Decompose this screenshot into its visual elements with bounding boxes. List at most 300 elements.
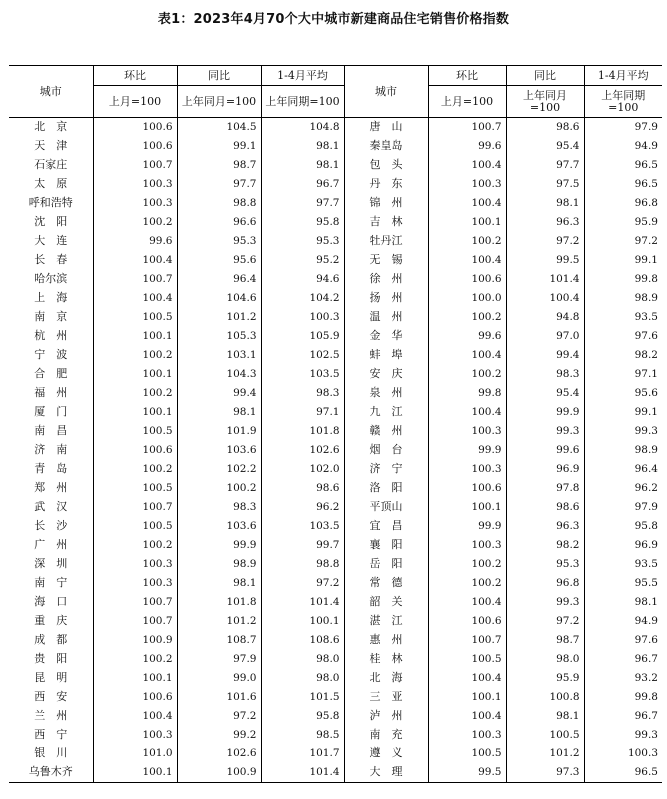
mom-value: 100.1 — [428, 213, 506, 232]
mom-value: 100.2 — [93, 460, 177, 479]
yoy-value: 99.4 — [506, 346, 584, 365]
city-name: 郑 州 — [34, 480, 68, 494]
city-name: 银 川 — [34, 746, 68, 760]
city-name: 石家庄 — [34, 157, 68, 171]
city-name: 南 充 — [344, 726, 428, 745]
ytd-value: 97.2 — [584, 232, 662, 251]
city-name: 丹 东 — [344, 175, 428, 194]
mom-value: 100.7 — [93, 498, 177, 517]
ytd-value: 99.7 — [261, 536, 344, 555]
city-name: 湛 江 — [344, 612, 428, 631]
yoy-value: 101.8 — [177, 593, 261, 612]
yoy-value: 99.9 — [506, 403, 584, 422]
yoy-value: 103.6 — [177, 441, 261, 460]
table-row — [9, 156, 662, 175]
city-name: 上 海 — [34, 290, 68, 304]
ytd-value: 97.6 — [584, 631, 662, 650]
city-name: 九 江 — [344, 403, 428, 422]
mom-base-left: 上月=100 — [93, 86, 177, 118]
ytd-header-right: 1-4月平均 — [584, 66, 662, 86]
mom-value: 100.4 — [428, 156, 506, 175]
ytd-value: 96.5 — [584, 763, 662, 782]
mom-value: 100.6 — [428, 612, 506, 631]
ytd-value: 95.6 — [584, 384, 662, 403]
table-row — [9, 631, 662, 650]
table-row — [9, 650, 662, 669]
ytd-value: 95.2 — [261, 251, 344, 270]
yoy-value: 96.9 — [506, 460, 584, 479]
city-name: 大 连 — [34, 233, 68, 247]
table-row — [9, 289, 662, 308]
mom-value: 100.4 — [93, 707, 177, 726]
city-name: 温 州 — [344, 308, 428, 327]
mom-value: 100.6 — [93, 118, 177, 137]
yoy-value: 104.5 — [177, 118, 261, 137]
yoy-base-right: 上年同月=100 — [506, 86, 584, 118]
city-name: 天 津 — [34, 138, 68, 152]
city-name: 锦 州 — [344, 194, 428, 213]
ytd-value: 101.5 — [261, 688, 344, 707]
yoy-value: 98.3 — [506, 365, 584, 384]
mom-value: 100.2 — [93, 536, 177, 555]
mom-value: 100.4 — [428, 346, 506, 365]
city-name: 泸 州 — [344, 707, 428, 726]
mom-value: 100.5 — [93, 308, 177, 327]
yoy-value: 97.8 — [506, 479, 584, 498]
city-name: 牡丹江 — [344, 232, 428, 251]
city-name: 韶 关 — [344, 593, 428, 612]
ytd-value: 98.5 — [261, 726, 344, 745]
mom-value: 100.3 — [93, 574, 177, 593]
mom-value: 100.3 — [428, 536, 506, 555]
ytd-value: 108.6 — [261, 631, 344, 650]
mom-value: 100.3 — [93, 175, 177, 194]
city-name: 广 州 — [34, 537, 68, 551]
city-name: 宁 波 — [34, 347, 68, 361]
mom-value: 100.7 — [93, 270, 177, 289]
yoy-value: 99.3 — [506, 593, 584, 612]
yoy-value: 95.4 — [506, 137, 584, 156]
city-name: 金 华 — [344, 327, 428, 346]
ytd-value: 96.2 — [584, 479, 662, 498]
city-name: 乌鲁木齐 — [28, 765, 73, 779]
mom-value: 99.9 — [428, 441, 506, 460]
ytd-value: 93.5 — [584, 555, 662, 574]
ytd-value: 99.3 — [584, 726, 662, 745]
table-row — [9, 593, 662, 612]
mom-value: 100.6 — [93, 441, 177, 460]
yoy-value: 98.9 — [177, 555, 261, 574]
yoy-value: 99.5 — [506, 251, 584, 270]
city-name: 杭 州 — [34, 328, 68, 342]
city-name: 合 肥 — [34, 366, 68, 380]
table-row — [9, 574, 662, 593]
ytd-value: 98.1 — [584, 593, 662, 612]
ytd-value: 96.5 — [584, 175, 662, 194]
yoy-value: 99.4 — [177, 384, 261, 403]
yoy-value: 99.9 — [177, 536, 261, 555]
yoy-value: 103.6 — [177, 517, 261, 536]
city-name: 南 宁 — [34, 575, 68, 589]
yoy-value: 95.9 — [506, 669, 584, 688]
yoy-value: 104.6 — [177, 289, 261, 308]
city-name: 烟 台 — [344, 441, 428, 460]
yoy-value: 98.1 — [506, 707, 584, 726]
yoy-value: 97.3 — [506, 763, 584, 782]
table-row — [9, 479, 662, 498]
ytd-value: 103.5 — [261, 365, 344, 384]
city-name: 长 沙 — [34, 518, 68, 532]
table-row — [9, 118, 662, 137]
ytd-value: 97.9 — [584, 498, 662, 517]
mom-value: 100.5 — [93, 422, 177, 441]
table-row — [9, 763, 662, 782]
city-name: 襄 阳 — [344, 536, 428, 555]
mom-value: 100.3 — [93, 194, 177, 213]
city-name: 三 亚 — [344, 688, 428, 707]
ytd-value: 98.0 — [261, 669, 344, 688]
city-name: 重 庆 — [34, 613, 68, 627]
yoy-value: 101.6 — [177, 688, 261, 707]
table-row — [9, 137, 662, 156]
city-name: 常 德 — [344, 574, 428, 593]
mom-value: 100.1 — [428, 498, 506, 517]
mom-value: 100.7 — [428, 118, 506, 137]
yoy-value: 95.3 — [177, 232, 261, 251]
city-name: 唐 山 — [344, 118, 428, 137]
city-name: 成 都 — [34, 632, 68, 646]
city-name: 哈尔滨 — [34, 271, 68, 285]
yoy-value: 99.3 — [506, 422, 584, 441]
ytd-value: 98.6 — [261, 479, 344, 498]
ytd-value: 98.0 — [261, 650, 344, 669]
yoy-value: 102.2 — [177, 460, 261, 479]
yoy-value: 98.1 — [177, 403, 261, 422]
yoy-value: 100.9 — [177, 763, 261, 782]
ytd-value: 96.8 — [584, 194, 662, 213]
table-row — [9, 232, 662, 251]
city-header-right: 城市 — [344, 66, 428, 118]
mom-value: 100.3 — [428, 422, 506, 441]
mom-value: 100.1 — [93, 669, 177, 688]
ytd-value: 98.9 — [584, 289, 662, 308]
mom-value: 100.2 — [93, 384, 177, 403]
yoy-value: 98.0 — [506, 650, 584, 669]
yoy-value: 101.4 — [506, 270, 584, 289]
ytd-value: 94.6 — [261, 270, 344, 289]
ytd-value: 98.3 — [261, 384, 344, 403]
table-row — [9, 175, 662, 194]
city-name: 济 南 — [34, 442, 68, 456]
table-row — [9, 251, 662, 270]
mom-value: 100.7 — [93, 593, 177, 612]
mom-value: 99.6 — [428, 327, 506, 346]
table-row — [9, 744, 662, 763]
table-row — [9, 669, 662, 688]
city-name: 遵 义 — [344, 744, 428, 763]
ytd-value: 95.3 — [261, 232, 344, 251]
yoy-value: 100.5 — [506, 726, 584, 745]
table-row — [9, 194, 662, 213]
city-name: 济 宁 — [344, 460, 428, 479]
table-row — [9, 688, 662, 707]
city-name: 赣 州 — [344, 422, 428, 441]
yoy-value: 95.3 — [506, 555, 584, 574]
mom-base-right: 上月=100 — [428, 86, 506, 118]
mom-value: 100.4 — [428, 707, 506, 726]
ytd-value: 97.6 — [584, 327, 662, 346]
mom-value: 100.4 — [93, 289, 177, 308]
ytd-value: 103.5 — [261, 517, 344, 536]
yoy-value: 99.2 — [177, 726, 261, 745]
city-name: 厦 门 — [34, 404, 68, 418]
mom-value: 100.2 — [93, 213, 177, 232]
table-row — [9, 365, 662, 384]
yoy-value: 97.7 — [177, 175, 261, 194]
city-name: 贵 阳 — [34, 651, 68, 665]
price-index-table — [9, 65, 662, 783]
yoy-value: 99.0 — [177, 669, 261, 688]
city-name: 西 宁 — [34, 727, 68, 741]
yoy-value: 98.7 — [506, 631, 584, 650]
mom-value: 100.2 — [428, 555, 506, 574]
ytd-value: 95.8 — [584, 517, 662, 536]
city-name: 南 京 — [34, 309, 68, 323]
ytd-value: 97.1 — [261, 403, 344, 422]
yoy-value: 94.8 — [506, 308, 584, 327]
table-row — [9, 213, 662, 232]
mom-value: 100.0 — [428, 289, 506, 308]
ytd-value: 99.1 — [584, 403, 662, 422]
ytd-value: 98.2 — [584, 346, 662, 365]
table-row — [9, 308, 662, 327]
table-row — [9, 460, 662, 479]
ytd-value: 95.8 — [261, 707, 344, 726]
ytd-value: 98.1 — [261, 156, 344, 175]
mom-value: 100.7 — [93, 612, 177, 631]
mom-value: 100.3 — [428, 460, 506, 479]
mom-value: 100.2 — [428, 308, 506, 327]
table-row — [9, 441, 662, 460]
mom-value: 100.1 — [93, 327, 177, 346]
city-name: 泉 州 — [344, 384, 428, 403]
table-row — [9, 403, 662, 422]
ytd-value: 97.2 — [261, 574, 344, 593]
city-name: 太 原 — [34, 176, 68, 190]
city-name: 惠 州 — [344, 631, 428, 650]
yoy-value: 101.2 — [506, 744, 584, 763]
city-name: 青 岛 — [34, 461, 68, 475]
mom-value: 99.6 — [93, 232, 177, 251]
mom-value: 100.1 — [93, 763, 177, 782]
yoy-value: 96.6 — [177, 213, 261, 232]
mom-value: 100.2 — [428, 232, 506, 251]
table-row — [9, 517, 662, 536]
yoy-value: 105.3 — [177, 327, 261, 346]
ytd-value: 96.7 — [584, 650, 662, 669]
ytd-value: 96.9 — [584, 536, 662, 555]
table-row — [9, 726, 662, 745]
city-name: 蚌 埠 — [344, 346, 428, 365]
city-name: 吉 林 — [344, 213, 428, 232]
yoy-value: 101.9 — [177, 422, 261, 441]
mom-value: 100.4 — [93, 251, 177, 270]
ytd-value: 102.5 — [261, 346, 344, 365]
city-name: 昆 明 — [34, 670, 68, 684]
yoy-value: 96.3 — [506, 213, 584, 232]
yoy-value: 100.4 — [506, 289, 584, 308]
ytd-value: 98.8 — [261, 555, 344, 574]
ytd-value: 99.1 — [584, 251, 662, 270]
ytd-value: 105.9 — [261, 327, 344, 346]
mom-value: 101.0 — [93, 744, 177, 763]
yoy-value: 108.7 — [177, 631, 261, 650]
yoy-value: 96.3 — [506, 517, 584, 536]
mom-header-right: 环比 — [428, 66, 506, 86]
yoy-value: 97.0 — [506, 327, 584, 346]
ytd-value: 96.4 — [584, 460, 662, 479]
city-name: 大 理 — [344, 763, 428, 782]
mom-value: 100.6 — [93, 688, 177, 707]
city-name: 武 汉 — [34, 499, 68, 513]
ytd-base-left: 上年同期=100 — [261, 86, 344, 118]
mom-value: 100.3 — [428, 175, 506, 194]
mom-value: 100.3 — [428, 726, 506, 745]
city-name: 秦皇岛 — [344, 137, 428, 156]
ytd-value: 98.9 — [584, 441, 662, 460]
city-name: 平顶山 — [344, 498, 428, 517]
yoy-value: 98.6 — [506, 118, 584, 137]
table-header — [9, 66, 662, 118]
yoy-value: 97.5 — [506, 175, 584, 194]
mom-value: 100.5 — [93, 479, 177, 498]
data-table — [9, 65, 662, 783]
mom-value: 100.2 — [93, 650, 177, 669]
ytd-value: 95.5 — [584, 574, 662, 593]
city-name: 岳 阳 — [344, 555, 428, 574]
yoy-value: 98.1 — [506, 194, 584, 213]
mom-value: 100.1 — [93, 365, 177, 384]
table-row — [9, 384, 662, 403]
mom-value: 100.6 — [428, 479, 506, 498]
yoy-value: 97.9 — [177, 650, 261, 669]
mom-value: 100.5 — [93, 517, 177, 536]
city-name: 北 京 — [34, 120, 68, 133]
ytd-value: 99.8 — [584, 688, 662, 707]
ytd-value: 93.5 — [584, 308, 662, 327]
yoy-value: 98.8 — [177, 194, 261, 213]
ytd-base-right: 上年同期=100 — [584, 86, 662, 118]
yoy-value: 100.8 — [506, 688, 584, 707]
mom-value: 100.6 — [93, 137, 177, 156]
mom-value: 100.4 — [428, 194, 506, 213]
mom-value: 100.5 — [428, 650, 506, 669]
mom-value: 100.1 — [93, 403, 177, 422]
ytd-value: 96.5 — [584, 156, 662, 175]
mom-value: 100.4 — [428, 593, 506, 612]
mom-value: 100.2 — [93, 346, 177, 365]
yoy-value: 98.2 — [506, 536, 584, 555]
mom-value: 100.4 — [428, 403, 506, 422]
city-name: 无 锡 — [344, 251, 428, 270]
ytd-value: 96.7 — [584, 707, 662, 726]
table-row — [9, 707, 662, 726]
mom-value: 100.1 — [428, 688, 506, 707]
ytd-value: 94.9 — [584, 137, 662, 156]
ytd-value: 104.8 — [261, 118, 344, 137]
mom-value: 100.2 — [428, 574, 506, 593]
yoy-value: 104.3 — [177, 365, 261, 384]
city-name: 呼和浩特 — [28, 195, 73, 209]
yoy-value: 102.6 — [177, 744, 261, 763]
ytd-value: 99.3 — [584, 422, 662, 441]
table-row — [9, 536, 662, 555]
yoy-value: 101.2 — [177, 308, 261, 327]
ytd-value: 101.8 — [261, 422, 344, 441]
ytd-value: 102.0 — [261, 460, 344, 479]
yoy-header-right: 同比 — [506, 66, 584, 86]
mom-value: 99.5 — [428, 763, 506, 782]
city-name: 深 圳 — [34, 556, 68, 570]
ytd-value: 104.2 — [261, 289, 344, 308]
table-body — [9, 118, 662, 783]
city-name: 洛 阳 — [344, 479, 428, 498]
ytd-value: 101.4 — [261, 763, 344, 782]
city-name: 宜 昌 — [344, 517, 428, 536]
yoy-value: 99.6 — [506, 441, 584, 460]
ytd-value: 100.3 — [261, 308, 344, 327]
yoy-value: 96.8 — [506, 574, 584, 593]
table-row — [9, 270, 662, 289]
yoy-value: 97.2 — [506, 612, 584, 631]
table-row — [9, 327, 662, 346]
mom-value: 100.7 — [93, 156, 177, 175]
mom-value: 100.3 — [93, 555, 177, 574]
city-name: 南 昌 — [34, 423, 68, 437]
yoy-value: 97.7 — [506, 156, 584, 175]
ytd-value: 96.7 — [261, 175, 344, 194]
yoy-value: 99.1 — [177, 137, 261, 156]
yoy-value: 98.6 — [506, 498, 584, 517]
ytd-value: 94.9 — [584, 612, 662, 631]
table-title: 表1：2023年4月70个大中城市新建商品住宅销售价格指数 — [157, 12, 510, 27]
ytd-value: 100.3 — [584, 744, 662, 763]
table-row — [9, 346, 662, 365]
ytd-header-left: 1-4月平均 — [261, 66, 344, 86]
yoy-value: 95.6 — [177, 251, 261, 270]
ytd-value: 95.9 — [584, 213, 662, 232]
table-row — [9, 498, 662, 517]
yoy-header-left: 同比 — [177, 66, 261, 86]
city-name: 桂 林 — [344, 650, 428, 669]
ytd-value: 93.2 — [584, 669, 662, 688]
yoy-value: 103.1 — [177, 346, 261, 365]
yoy-value: 96.4 — [177, 270, 261, 289]
yoy-value: 98.3 — [177, 498, 261, 517]
ytd-value: 97.9 — [584, 118, 662, 137]
ytd-value: 101.4 — [261, 593, 344, 612]
yoy-value: 98.1 — [177, 574, 261, 593]
city-name: 包 头 — [344, 156, 428, 175]
ytd-value: 100.1 — [261, 612, 344, 631]
yoy-base-left: 上年同月=100 — [177, 86, 261, 118]
mom-value: 100.9 — [93, 631, 177, 650]
table-row — [9, 612, 662, 631]
ytd-value: 98.1 — [261, 137, 344, 156]
mom-value: 99.6 — [428, 137, 506, 156]
yoy-value: 95.4 — [506, 384, 584, 403]
ytd-value: 97.7 — [261, 194, 344, 213]
